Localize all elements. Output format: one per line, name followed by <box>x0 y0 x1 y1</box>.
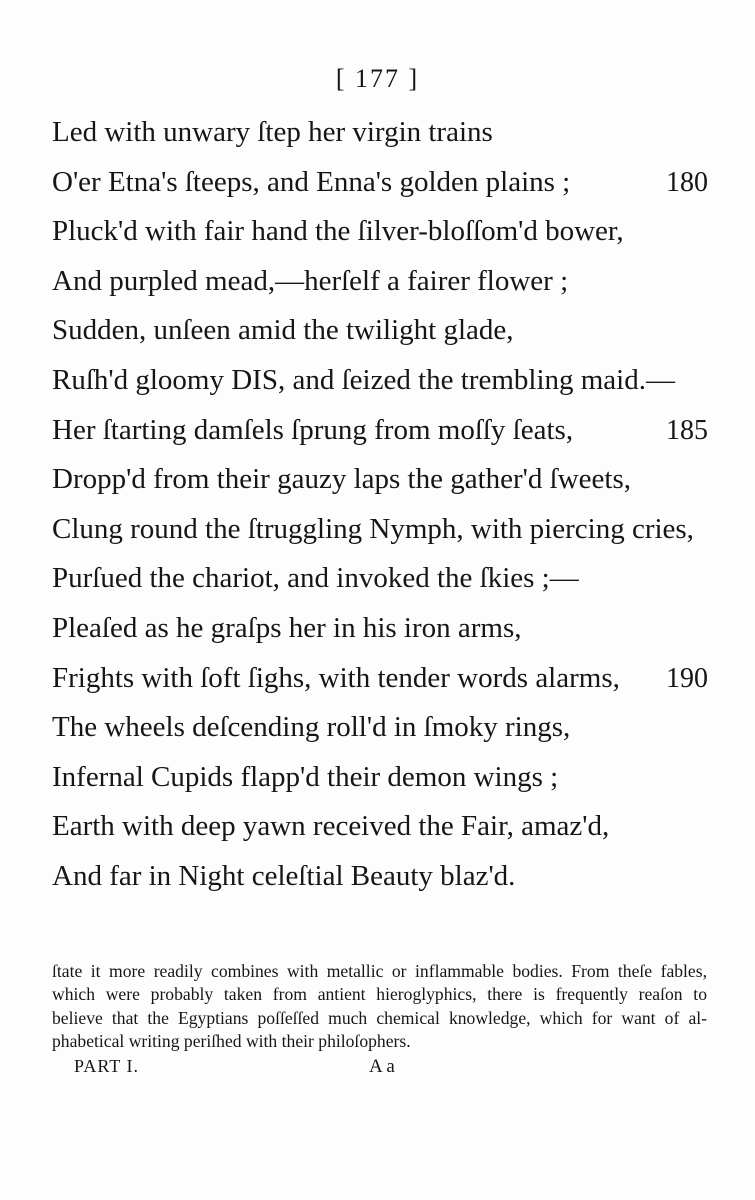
verse-text: Purſued the chariot, and invoked the ſkies ;— <box>52 562 579 595</box>
verse-text: Dropp'd from their gauzy laps the gather'd ſweets, <box>52 463 631 496</box>
verse-line <box>52 802 712 852</box>
line-number: 180 <box>666 166 708 198</box>
part-label: PART I. <box>74 1056 139 1076</box>
verse-line <box>52 406 712 456</box>
verse-text: Sudden, unſeen amid the twilight glade, <box>52 314 514 347</box>
verse-line <box>52 108 712 158</box>
verse-text: The wheels deſcending roll'd in ſmoky rings, <box>52 711 571 744</box>
verse-text: Frights with ſoft ſighs, with tender words alarms, <box>52 661 620 694</box>
verse-line <box>52 703 712 753</box>
verse-text: And far in Night celeſtial Beauty blaz'd. <box>52 859 516 892</box>
verse-text: Led with unwary ſtep her virgin trains <box>52 116 493 148</box>
verse-text: Infernal Cupids flapp'd their demon wings ; <box>52 760 559 793</box>
verse-line <box>52 158 712 208</box>
verse-line <box>52 356 712 406</box>
footnote-line: ſtate it more readily combines with metallic or inflammable bodies. From theſe fables, <box>52 961 707 981</box>
verse-line <box>52 852 712 902</box>
verse-text: Pluck'd with fair hand the ſilver-bloſſom'd bower, <box>52 215 624 248</box>
line-number: 185 <box>666 414 708 446</box>
line-number: 190 <box>666 662 708 694</box>
verse-text: And purpled mead,—herſelf a fairer flower ; <box>52 264 569 297</box>
verse-line <box>52 257 712 307</box>
verse-text: Ruſh'd gloomy DIS, and ſeized the trembling maid.— <box>52 363 675 396</box>
verse-text: Pleaſed as he graſps her in his iron arms, <box>52 611 522 644</box>
verse-text: O'er Etna's ſteeps, and Enna's golden plains ; <box>52 165 571 198</box>
footnote <box>52 960 707 1054</box>
verse-line <box>52 604 712 654</box>
verse-text: Earth with deep yawn received the Fair, amaz'd, <box>52 810 610 843</box>
verse-line <box>52 505 712 555</box>
page-number: [ 177 ] <box>335 64 420 93</box>
poem-body <box>52 108 712 902</box>
signature-mark: A a <box>369 1056 395 1077</box>
verse-text: Her ſtarting damſels ſprung from moſſy ſeats, <box>52 413 574 446</box>
footnote-line: which were probably taken from antient hieroglyphics, there is frequently reaſon to <box>52 984 707 1005</box>
verse-line <box>52 455 712 505</box>
verse-line <box>52 753 712 803</box>
footnote-line: phabetical writing periſhed with their philoſophers. <box>52 1031 411 1052</box>
verse-line <box>52 654 712 704</box>
verse-line <box>52 207 712 257</box>
footnote-line: believe that the Egyptians poſſeſſed much chemical knowledge, which for want of al- <box>52 1007 707 1028</box>
verse-line <box>52 554 712 604</box>
verse-line <box>52 306 712 356</box>
verse-text: Clung round the ſtruggling Nymph, with piercing cries, <box>52 512 694 545</box>
